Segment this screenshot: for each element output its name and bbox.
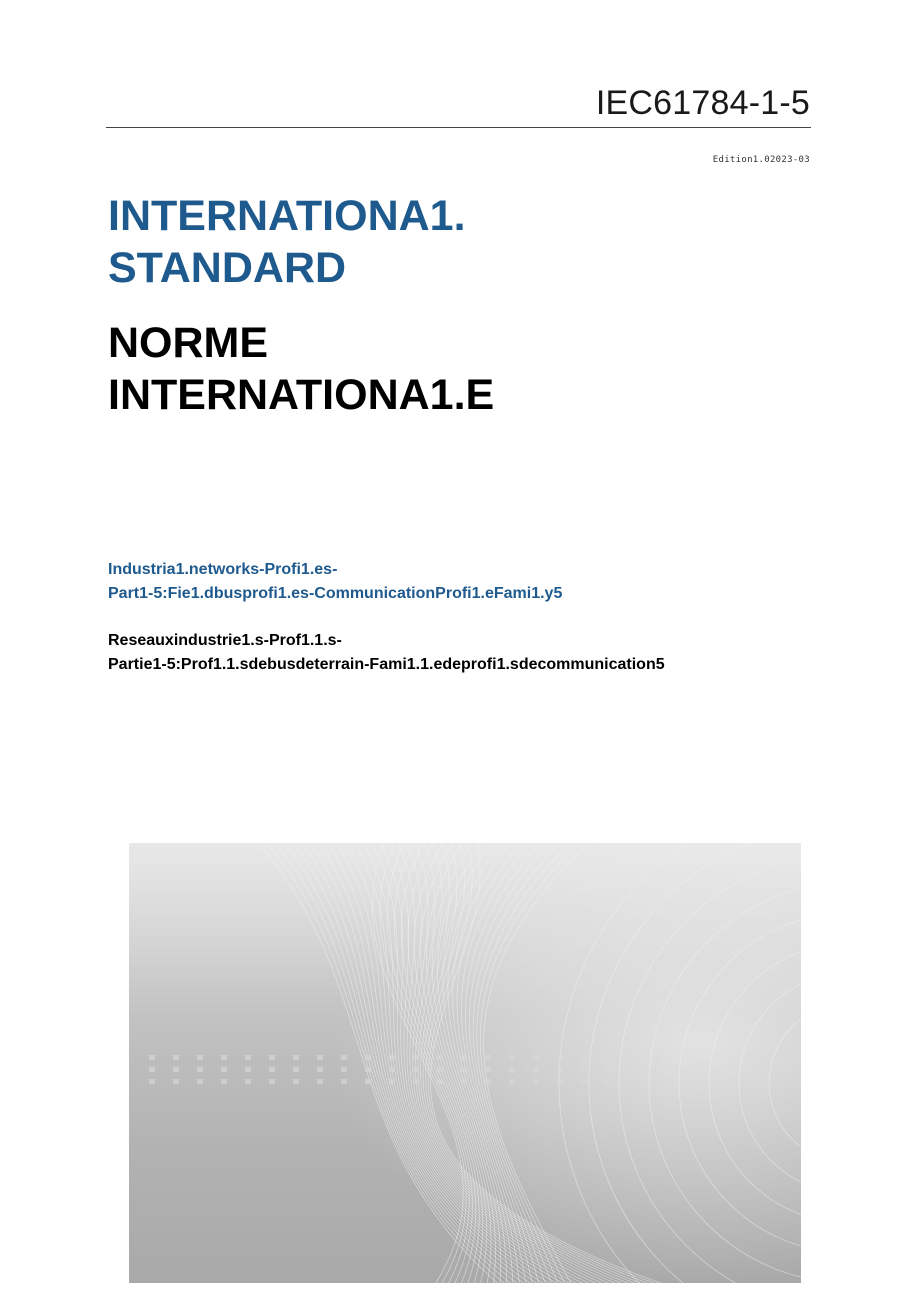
cover-dot xyxy=(365,1079,371,1084)
cover-dot xyxy=(221,1079,227,1084)
header-rule xyxy=(106,127,811,128)
cover-dot xyxy=(509,1067,515,1072)
cover-dot xyxy=(173,1055,179,1060)
cover-dot xyxy=(317,1055,323,1060)
edition-date: Edition1.02023-03 xyxy=(712,155,810,165)
cover-dot xyxy=(437,1079,443,1084)
cover-dot xyxy=(437,1067,443,1072)
cover-dot xyxy=(533,1067,539,1072)
subtitle-english-line2: Part1-5:Fie1.dbusprofi1.es-CommunicationProfi1.eFami1.y5 xyxy=(108,585,563,602)
cover-art-image xyxy=(129,843,801,1283)
cover-dot xyxy=(461,1079,467,1084)
standard-number: IEC61784-1-5 xyxy=(595,84,810,122)
subtitle-french-line2: Partie1-5:Prof1.1.sdebusdeterrain-Fami1.1.edeprofi1.sdecommunication5 xyxy=(108,656,665,673)
title-french xyxy=(108,317,494,421)
title-french-line2: INTERNATIONA1.E xyxy=(108,371,495,419)
cover-dot xyxy=(221,1067,227,1072)
cover-dot xyxy=(485,1079,491,1084)
cover-dot xyxy=(149,1055,155,1060)
cover-dot xyxy=(245,1055,251,1060)
cover-dot xyxy=(509,1079,515,1084)
cover-dot xyxy=(317,1079,323,1084)
cover-art-curves xyxy=(129,843,801,1283)
cover-dot xyxy=(581,1055,587,1060)
cover-dot xyxy=(293,1055,299,1060)
cover-dot xyxy=(341,1067,347,1072)
cover-dot xyxy=(653,1055,659,1060)
cover-dot xyxy=(557,1055,563,1060)
cover-dot xyxy=(173,1079,179,1084)
title-english-line2: STANDARD xyxy=(108,244,347,292)
cover-dot xyxy=(557,1079,563,1084)
cover-dot xyxy=(293,1079,299,1084)
cover-dot xyxy=(293,1067,299,1072)
subtitle-english xyxy=(108,558,562,606)
cover-dot xyxy=(485,1067,491,1072)
cover-dot xyxy=(533,1079,539,1084)
cover-dot xyxy=(149,1079,155,1084)
cover-dot xyxy=(197,1079,203,1084)
cover-dot xyxy=(365,1055,371,1060)
cover-dot xyxy=(245,1079,251,1084)
cover-dot xyxy=(389,1079,395,1084)
cover-dot xyxy=(557,1067,563,1072)
cover-dot xyxy=(341,1055,347,1060)
cover-dot xyxy=(461,1055,467,1060)
cover-dot xyxy=(245,1067,251,1072)
cover-dot xyxy=(413,1055,419,1060)
cover-dot xyxy=(341,1079,347,1084)
subtitle-french-line1: Reseauxindustrie1.s-Prof1.1.s- xyxy=(108,632,342,649)
cover-dot xyxy=(605,1055,611,1060)
title-english-line1: INTERNATIONA1. xyxy=(108,192,466,240)
cover-dot xyxy=(605,1067,611,1072)
cover-dot xyxy=(413,1079,419,1084)
cover-dot xyxy=(581,1079,587,1084)
cover-dot xyxy=(221,1055,227,1060)
cover-dot xyxy=(533,1055,539,1060)
title-english xyxy=(108,190,466,294)
cover-dot xyxy=(629,1055,635,1060)
cover-dot xyxy=(197,1067,203,1072)
cover-dot xyxy=(461,1067,467,1072)
cover-dot xyxy=(653,1079,659,1084)
cover-dot xyxy=(653,1067,659,1072)
subtitle-english-line1: Industria1.networks-Profi1.es- xyxy=(108,561,338,578)
title-french-line1: NORME xyxy=(108,319,269,367)
cover-dot xyxy=(365,1067,371,1072)
cover-dot xyxy=(389,1067,395,1072)
cover-dot xyxy=(269,1079,275,1084)
cover-dot xyxy=(317,1067,323,1072)
cover-dot xyxy=(485,1055,491,1060)
cover-dot xyxy=(149,1067,155,1072)
cover-dot xyxy=(197,1055,203,1060)
cover-dot xyxy=(269,1055,275,1060)
cover-dot xyxy=(389,1055,395,1060)
cover-dot xyxy=(629,1079,635,1084)
cover-dot xyxy=(269,1067,275,1072)
cover-dot xyxy=(629,1067,635,1072)
cover-dot xyxy=(437,1055,443,1060)
cover-dot xyxy=(173,1067,179,1072)
cover-dot xyxy=(581,1067,587,1072)
subtitle-french xyxy=(108,629,665,677)
cover-dot xyxy=(413,1067,419,1072)
cover-dot xyxy=(509,1055,515,1060)
cover-dot xyxy=(605,1079,611,1084)
